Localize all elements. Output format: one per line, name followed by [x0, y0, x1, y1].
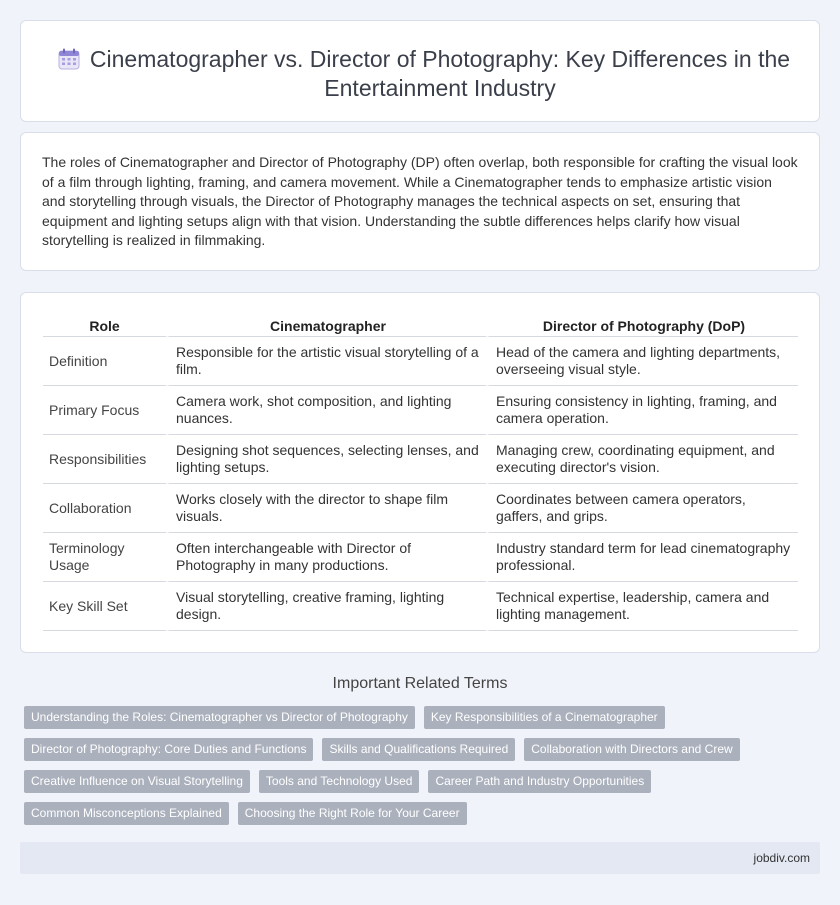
table-row [43, 582, 798, 631]
dop-cell: Industry standard term for lead cinematography professional. [486, 533, 798, 582]
header-card [20, 20, 820, 122]
dop-cell: Head of the camera and lighting departments, overseeing visual style. [486, 337, 798, 386]
tag-row [24, 738, 824, 761]
related-term-tag[interactable]: Creative Influence on Visual Storytelling [24, 770, 250, 793]
related-term-tag[interactable]: Common Misconceptions Explained [24, 802, 229, 825]
table-row [43, 386, 798, 435]
table-row [43, 533, 798, 582]
related-term-tag[interactable]: Career Path and Industry Opportunities [428, 770, 651, 793]
cinematographer-cell: Camera work, shot composition, and lighting nuances. [166, 386, 486, 435]
dop-cell: Coordinates between camera operators, gaffers, and grips. [486, 484, 798, 533]
header-role: Role [43, 311, 166, 337]
cinematographer-cell: Responsible for the artistic visual storytelling of a film. [166, 337, 486, 386]
table-row [43, 337, 798, 386]
table-row [43, 435, 798, 484]
comparison-table [43, 311, 798, 631]
tag-row [24, 802, 824, 825]
cinematographer-cell: Works closely with the director to shape film visuals. [166, 484, 486, 533]
related-term-tag[interactable]: Director of Photography: Core Duties and Functions [24, 738, 313, 761]
intro-paragraph: The roles of Cinematographer and Director of Photography (DP) often overlap, both responsible for crafting the visual look of a film through lighting, framing, and camera movement. While a Cinematographer tends to emphasize artistic vision and storytelling through visuals, the Director of Photography manages the technical aspects on set, ensuring that equipment and lighting setups align with that vision. Understanding the subtle differences helps clarify how visual storytelling is realized in filmmaking. [42, 154, 798, 248]
related-term-tag[interactable]: Choosing the Right Role for Your Career [238, 802, 467, 825]
row-label: Responsibilities [43, 435, 166, 484]
dop-cell: Technical expertise, leadership, camera and lighting management. [486, 582, 798, 631]
dop-cell: Managing crew, coordinating equipment, and executing director's vision. [486, 435, 798, 484]
row-label: Definition [43, 337, 166, 386]
comparison-card [20, 292, 820, 653]
row-label: Collaboration [43, 484, 166, 533]
header-cinematographer: Cinematographer [166, 311, 486, 337]
related-term-tag[interactable]: Collaboration with Directors and Crew [524, 738, 739, 761]
cinematographer-cell: Often interchangeable with Director of Photography in many productions. [166, 533, 486, 582]
header-director-of-photography: Director of Photography (DoP) [486, 311, 798, 337]
cinematographer-cell: Visual storytelling, creative framing, lighting design. [166, 582, 486, 631]
related-term-tag[interactable]: Tools and Technology Used [259, 770, 420, 793]
related-term-tag[interactable]: Understanding the Roles: Cinematographer vs Director of Photography [24, 706, 415, 729]
tag-row [24, 706, 824, 729]
related-term-tag[interactable]: Skills and Qualifications Required [322, 738, 515, 761]
related-terms-list [24, 706, 824, 834]
row-label: Terminology Usage [43, 533, 166, 582]
row-label: Primary Focus [43, 386, 166, 435]
cinematographer-cell: Designing shot sequences, selecting lenses, and lighting setups. [166, 435, 486, 484]
footer [20, 842, 820, 874]
intro-card [20, 132, 820, 271]
related-terms-heading: Important Related Terms [332, 675, 508, 692]
footer-site-link[interactable]: jobdiv.com [753, 851, 810, 865]
table-header-row [43, 311, 798, 337]
calendar-icon [57, 47, 81, 71]
row-label: Key Skill Set [43, 582, 166, 631]
tag-row [24, 770, 824, 793]
page-title: Cinematographer vs. Director of Photography: Key Differences in the Entertainment Industry [89, 46, 791, 101]
table-row [43, 484, 798, 533]
related-term-tag[interactable]: Key Responsibilities of a Cinematographer [424, 706, 665, 729]
dop-cell: Ensuring consistency in lighting, framing, and camera operation. [486, 386, 798, 435]
